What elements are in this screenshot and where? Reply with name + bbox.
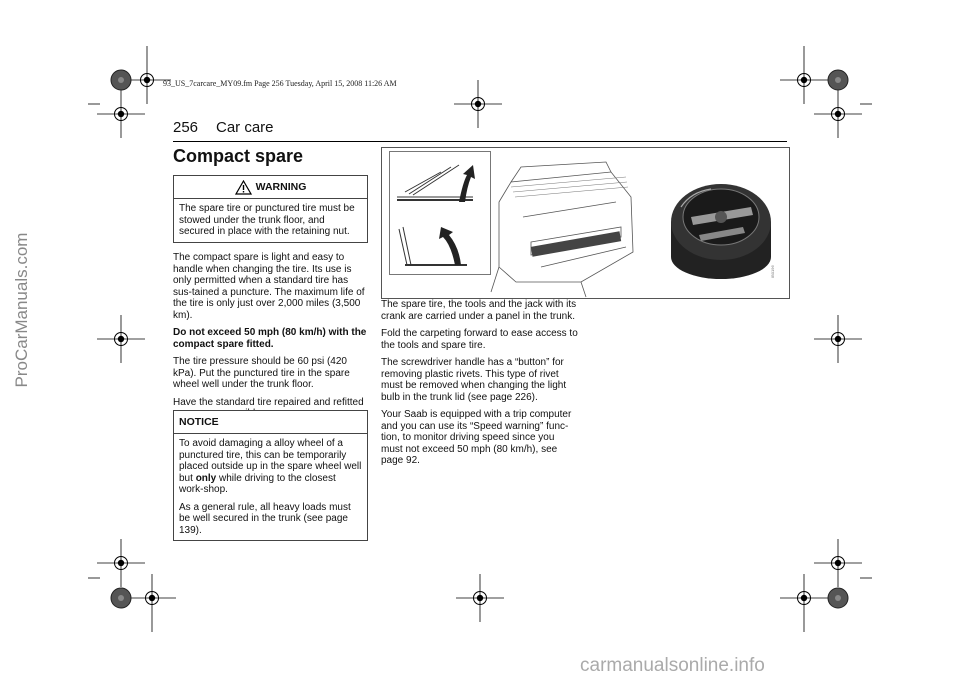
right-paragraph-1: The spare tire, the tools and the jack with its crank are carried under a panel in the trunk. xyxy=(381,299,577,322)
header-rule xyxy=(173,141,787,142)
left-paragraph-3: The tire pressure should be 60 psi (420 kPa). Put the punctured tire in the spare wheel well under the trunk floor. xyxy=(173,356,350,390)
left-paragraph-1: The compact spare is light and easy to handle when changing the tire. Its use is only permitted when a standard tire has sus-tained a puncture. The maximum life of the tire is only just over 2,000 miles (3,500 km). xyxy=(173,252,365,321)
page-title: Compact spare xyxy=(173,146,304,166)
watermark-bottom[interactable]: carmanualsonline.info xyxy=(580,655,765,676)
warning-header xyxy=(174,176,367,199)
left-paragraph-4: Have the standard tire repaired and refitted xyxy=(173,396,364,408)
page-number: 256 xyxy=(173,119,199,136)
trunk-drawing xyxy=(381,147,790,299)
notice-box xyxy=(173,410,368,541)
right-paragraph-2: Fold the carpeting forward to ease access to the tools and spare tire. xyxy=(381,328,578,351)
notice-heading: NOTICE xyxy=(179,416,219,428)
notice-paragraph-2: As a general rule, all heavy loads must be well secured in the trunk (see page 139). xyxy=(179,501,351,536)
warning-triangle-icon xyxy=(235,180,252,195)
speed-limit-notice: Do not exceed 50 mph (80 km/h) with the compact spare fitted. xyxy=(173,327,367,350)
print-header: 93_US_7carcare_MY09.fm Page 256 Tuesday, April 15, 2008 11:26 AM xyxy=(163,79,397,88)
section-name: Car care xyxy=(216,119,274,136)
right-paragraph-3: The screwdriver handle has a “button” for removing plastic rivets. This type of rivet must be removed when changing the light bulb in the trunk lid (see page 226). xyxy=(381,357,567,403)
warning-box xyxy=(173,175,368,243)
watermark-left: ProCarManuals.com xyxy=(12,232,31,388)
right-column xyxy=(381,299,578,473)
left-column xyxy=(173,252,368,426)
warning-text: The spare tire or punctured tire must be stowed under the trunk floor, and secured in place with the retaining nut. xyxy=(179,203,355,237)
warning-heading: WARNING xyxy=(255,181,307,193)
notice-header xyxy=(174,411,367,434)
notice-paragraph-1: To avoid damaging a alloy wheel of a punctured tire, this can be temporarily placed outside up in the spare wheel well but only while driving to the closest work-shop. xyxy=(179,438,362,495)
figure-code: IB0196 xyxy=(770,265,775,278)
right-paragraph-4: Your Saab is equipped with a trip computer and you can use its “Speed warning” func-tion, to monitor driving speed since you must not exceed 50 mph (80 km/h), see page 92. xyxy=(381,409,572,466)
